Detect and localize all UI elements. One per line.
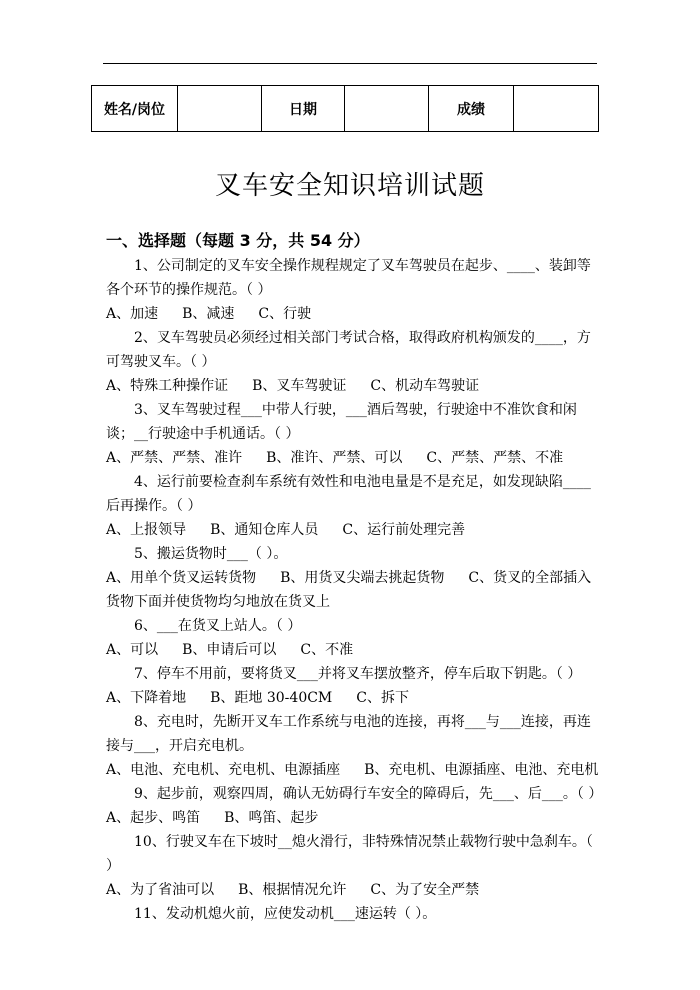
option-label[interactable]: B、充电机、电源插座、电池、充电机 xyxy=(364,762,599,778)
option-label[interactable]: B、准许、严禁、可以 xyxy=(266,450,403,466)
date-field[interactable] xyxy=(345,86,429,132)
option-label[interactable]: C、货叉的全部插入货物下面并使货物均匀地放在货叉上 xyxy=(106,570,592,610)
option-label[interactable]: A、严禁、严禁、准许 xyxy=(106,450,243,466)
question-text: 9、起步前，观察四周，确认无妨碍行车安全的障碍后，先___、后___。（ ） xyxy=(134,786,603,802)
question-item xyxy=(106,662,596,710)
info-row xyxy=(92,86,599,132)
option-label[interactable]: B、申请后可以 xyxy=(182,642,277,658)
question-item xyxy=(106,710,599,782)
option-label[interactable]: C、机动车驾驶证 xyxy=(370,378,480,394)
question-options xyxy=(106,446,596,470)
question-options xyxy=(106,806,596,830)
question-item xyxy=(106,398,596,470)
question-text: 1、公司制定的叉车安全操作规程规定了叉车驾驶员在起步、____、装卸等各个环节的操作规范。（ ） xyxy=(106,258,591,298)
option-label[interactable]: C、严禁、严禁、不准 xyxy=(426,450,564,466)
question-options xyxy=(106,302,596,326)
name-position-field[interactable] xyxy=(178,86,262,132)
option-label[interactable]: A、可以 xyxy=(106,642,159,658)
question-text: 4、运行前要检查刹车系统有效性和电池电量是不是充足，如发现缺陷____后再操作。（ ） xyxy=(106,474,591,514)
question-item xyxy=(106,830,596,902)
option-label[interactable]: B、减速 xyxy=(182,306,235,322)
option-label[interactable]: B、根据情况允许 xyxy=(238,882,347,898)
page-title: 叉车安全知识培训试题 xyxy=(214,171,485,201)
question-item xyxy=(106,902,596,926)
option-label[interactable]: C、不准 xyxy=(300,642,354,658)
option-label[interactable]: C、为了安全严禁 xyxy=(370,882,480,898)
question-options xyxy=(106,518,596,542)
option-label[interactable]: B、叉车驾驶证 xyxy=(252,378,347,394)
option-label[interactable]: A、起步、鸣笛 xyxy=(106,810,201,826)
option-label[interactable]: B、距地 30-40CM xyxy=(210,690,333,706)
question-item xyxy=(106,614,596,662)
header-rule xyxy=(103,63,597,64)
question-text: 7、停车不用前，要将货叉___并将叉车摆放整齐，停车后取下钥匙。（ ） xyxy=(134,666,582,682)
section-heading: 一、选择题（每题 3 分，共 54 分） xyxy=(106,231,370,250)
option-label[interactable]: B、用货叉尖端去挑起货物 xyxy=(280,570,445,586)
question-text: 2、叉车驾驶员必须经过相关部门考试合格，取得政府机构颁发的____，方可驾驶叉车。（ ） xyxy=(106,330,591,370)
option-label[interactable]: A、用单个货叉运转货物 xyxy=(106,570,257,586)
question-text: 10、行驶叉车在下坡时__熄火滑行，非特殊情况禁止载物行驶中急刹车。（ ） xyxy=(106,834,593,874)
date-label: 日期 xyxy=(262,86,345,132)
question-options xyxy=(106,686,596,710)
question-list xyxy=(106,254,603,926)
option-label[interactable]: C、运行前处理完善 xyxy=(342,522,466,538)
question-options xyxy=(106,566,596,614)
option-label[interactable]: C、行驶 xyxy=(258,306,312,322)
option-label[interactable]: A、加速 xyxy=(106,306,159,322)
question-item xyxy=(106,470,596,542)
option-label[interactable]: A、特殊工种操作证 xyxy=(106,378,229,394)
question-options xyxy=(106,878,596,902)
question-options xyxy=(106,638,596,662)
question-options xyxy=(106,758,599,782)
option-label[interactable]: A、上报领导 xyxy=(106,522,187,538)
question-item xyxy=(106,254,596,326)
question-text: 8、充电时，先断开叉车工作系统与电池的连接，再将___与___连接，再连接与___，开启充电机。 xyxy=(106,714,591,754)
option-label[interactable]: A、为了省油可以 xyxy=(106,882,215,898)
option-label[interactable]: A、下降着地 xyxy=(106,690,187,706)
question-text: 6、___在货叉上站人。（ ） xyxy=(134,618,302,634)
question-item xyxy=(106,326,596,398)
option-label[interactable]: A、电池、充电机、充电机、电源插座 xyxy=(106,762,341,778)
question-item xyxy=(106,542,596,614)
option-label[interactable]: B、通知仓库人员 xyxy=(210,522,319,538)
question-options xyxy=(106,374,596,398)
question-text: 11、发动机熄火前，应使发动机___速运转（ ）。 xyxy=(134,906,437,922)
question-item xyxy=(106,782,603,830)
info-table xyxy=(91,85,599,132)
score-label: 成绩 xyxy=(429,86,514,132)
option-label[interactable]: B、鸣笛、起步 xyxy=(224,810,319,826)
score-field[interactable] xyxy=(514,86,599,132)
question-text: 5、搬运货物时___（ ）。 xyxy=(134,546,288,562)
question-text: 3、叉车驾驶过程___中带人行驶，___酒后驾驶，行驶途中不准饮食和闲谈；__行驶途中手机通话。（ ） xyxy=(106,402,577,442)
option-label[interactable]: C、拆下 xyxy=(356,690,409,706)
name-position-label: 姓名/岗位 xyxy=(92,86,178,132)
